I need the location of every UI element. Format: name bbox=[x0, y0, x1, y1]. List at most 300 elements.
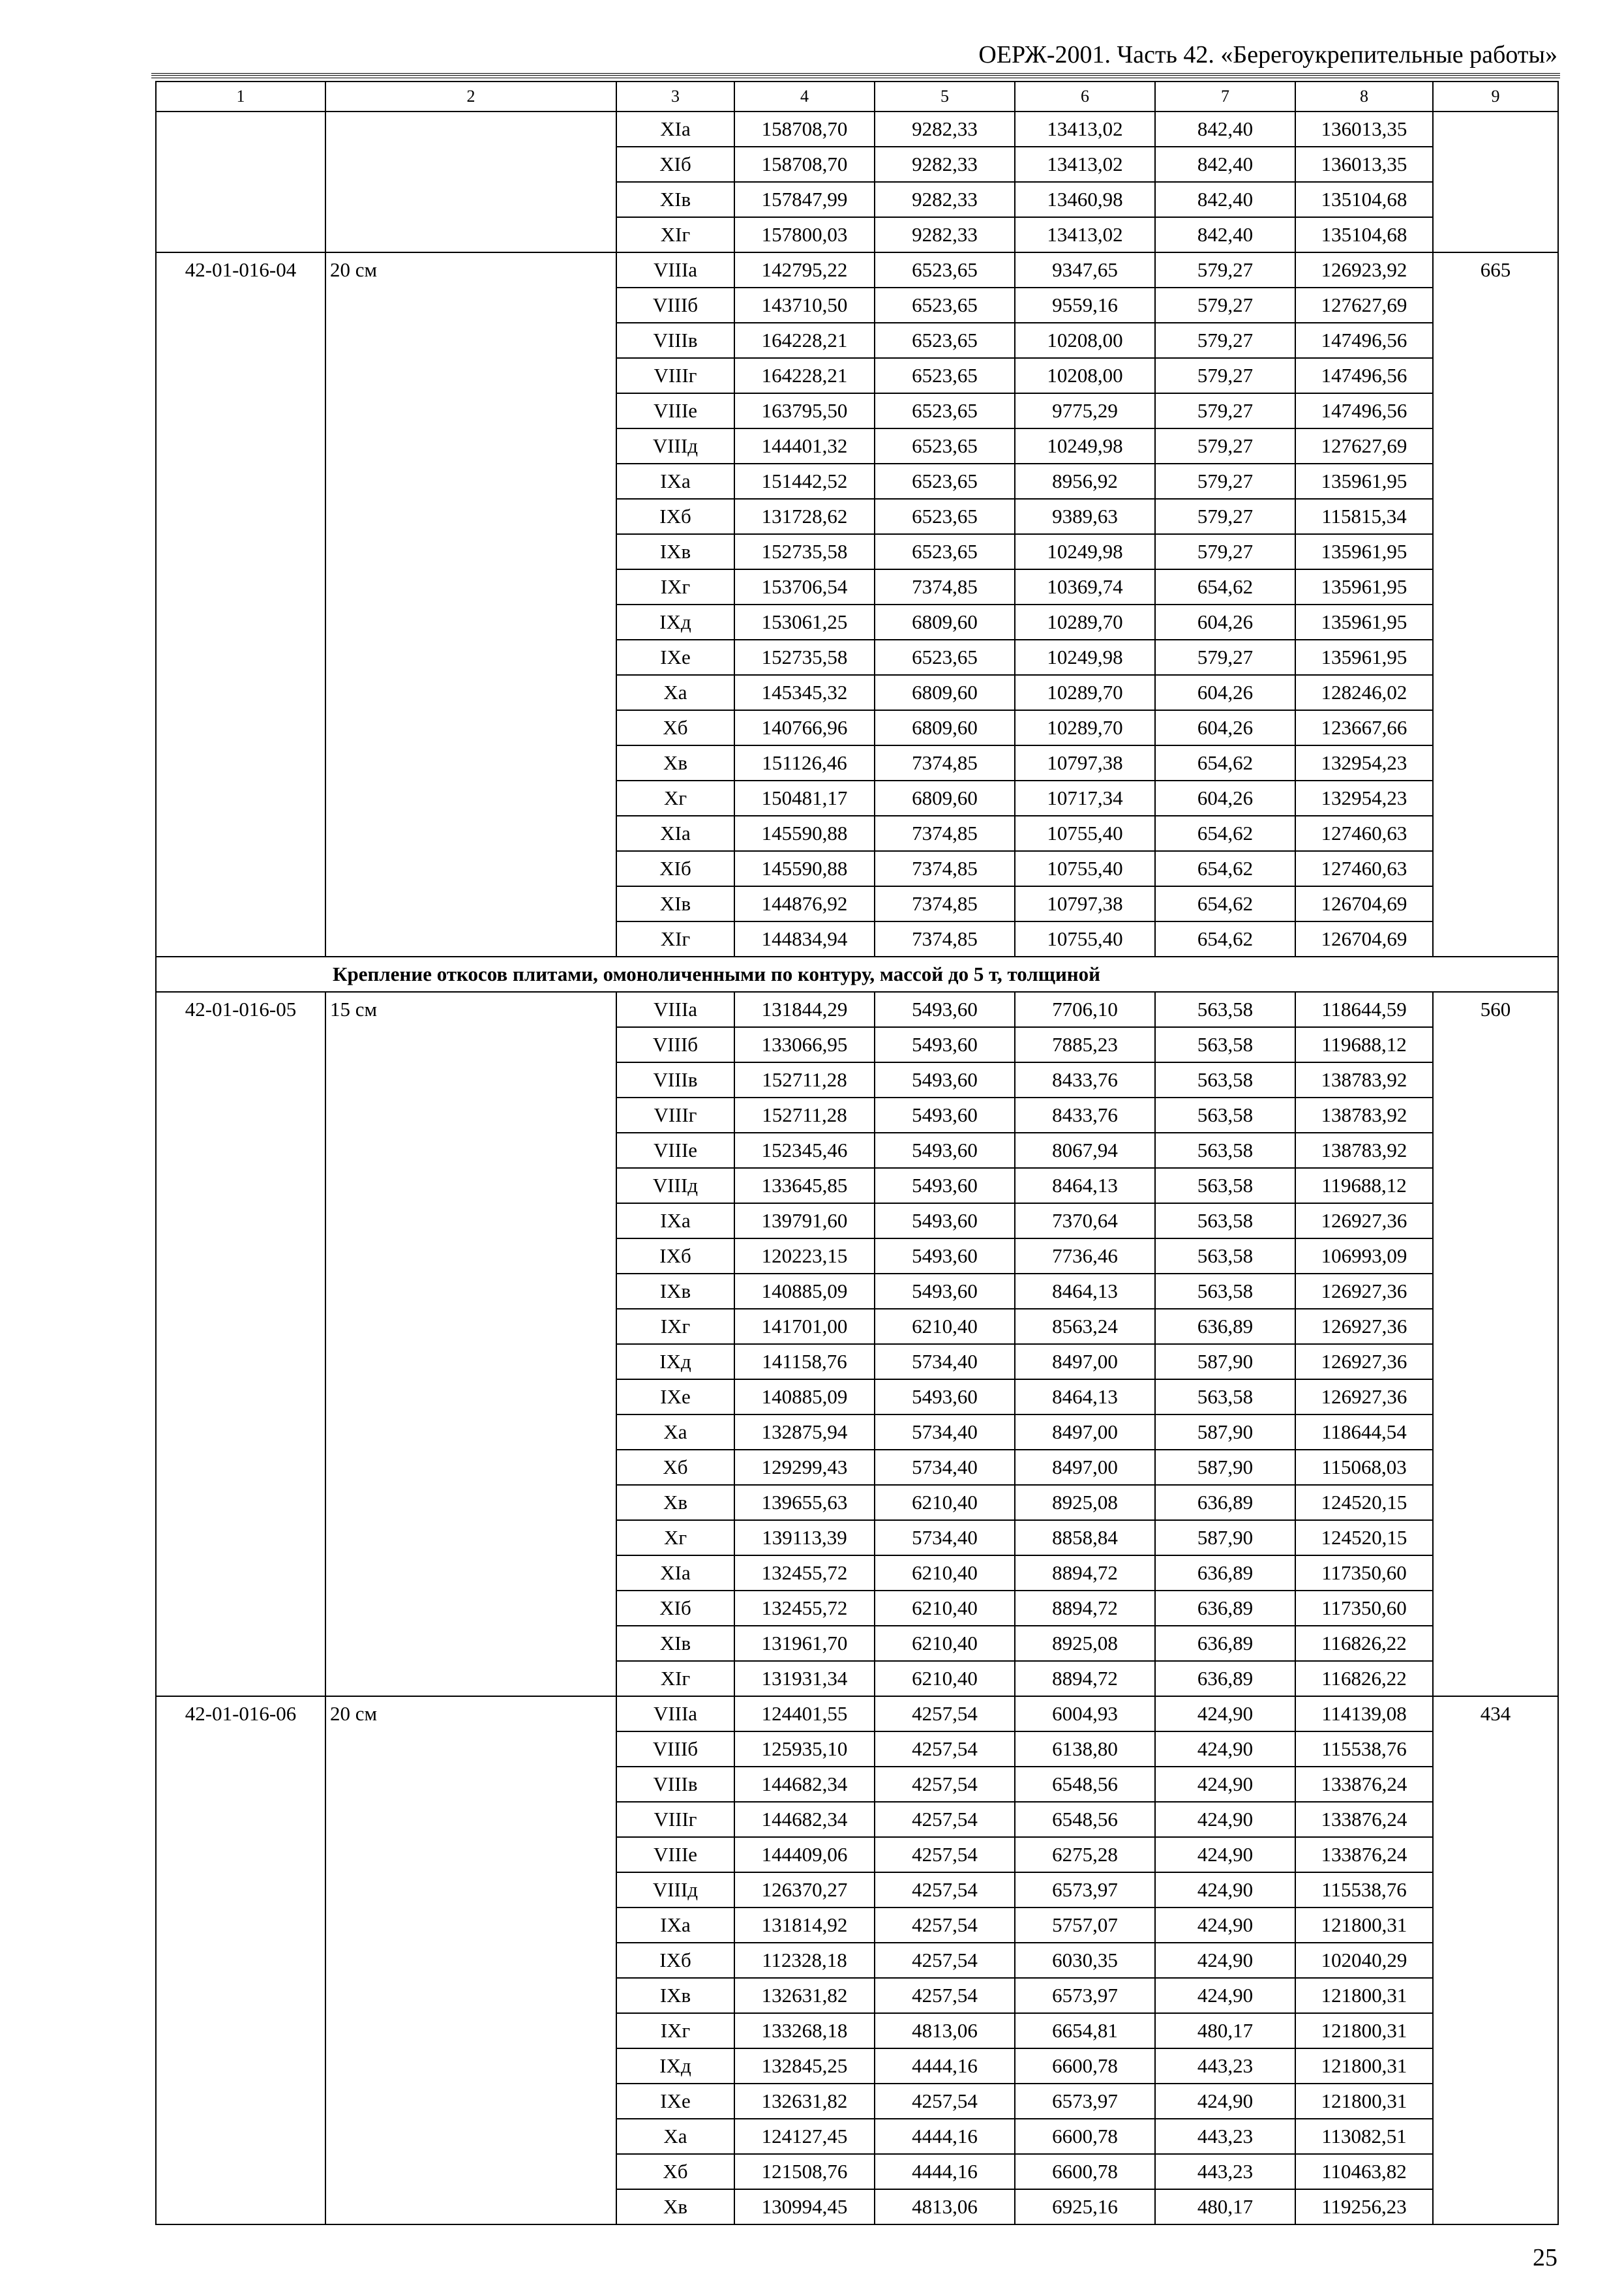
machine-cost: 10369,74 bbox=[1015, 569, 1155, 605]
wages: 4257,54 bbox=[875, 1872, 1015, 1908]
zone-code: IXг bbox=[616, 1309, 734, 1344]
materials-cost: 126927,36 bbox=[1295, 1379, 1433, 1414]
materials-cost: 119688,12 bbox=[1295, 1168, 1433, 1203]
machinist-wages: 842,40 bbox=[1155, 217, 1295, 252]
wages: 5493,60 bbox=[875, 1133, 1015, 1168]
total-cost: 133268,18 bbox=[734, 2013, 875, 2048]
wages: 6809,60 bbox=[875, 605, 1015, 640]
materials-cost: 117350,60 bbox=[1295, 1555, 1433, 1591]
total-cost: 158708,70 bbox=[734, 147, 875, 182]
materials-cost: 138783,92 bbox=[1295, 1098, 1433, 1133]
wages: 5493,60 bbox=[875, 1274, 1015, 1309]
machine-cost: 8894,72 bbox=[1015, 1555, 1155, 1591]
materials-cost: 138783,92 bbox=[1295, 1133, 1433, 1168]
machine-cost: 13460,98 bbox=[1015, 182, 1155, 217]
total-cost: 143710,50 bbox=[734, 288, 875, 323]
total-cost: 141158,76 bbox=[734, 1344, 875, 1379]
total-cost: 141701,00 bbox=[734, 1309, 875, 1344]
total-cost: 153706,54 bbox=[734, 569, 875, 605]
wages: 5493,60 bbox=[875, 1203, 1015, 1238]
total-cost: 152735,58 bbox=[734, 640, 875, 675]
zone-code: IXв bbox=[616, 1274, 734, 1309]
rate-code bbox=[156, 112, 325, 252]
total-cost: 139791,60 bbox=[734, 1203, 875, 1238]
column-number: 7 bbox=[1155, 82, 1295, 112]
labor-cost: 434 bbox=[1433, 1696, 1558, 2224]
machinist-wages: 579,27 bbox=[1155, 393, 1295, 428]
machine-cost: 7706,10 bbox=[1015, 992, 1155, 1027]
machinist-wages: 587,90 bbox=[1155, 1414, 1295, 1450]
machine-cost: 6548,56 bbox=[1015, 1802, 1155, 1837]
total-cost: 152345,46 bbox=[734, 1133, 875, 1168]
machine-cost: 9775,29 bbox=[1015, 393, 1155, 428]
materials-cost: 135961,95 bbox=[1295, 640, 1433, 675]
wages: 9282,33 bbox=[875, 182, 1015, 217]
machinist-wages: 424,90 bbox=[1155, 1978, 1295, 2013]
total-cost: 150481,17 bbox=[734, 781, 875, 816]
machinist-wages: 563,58 bbox=[1155, 1379, 1295, 1414]
wages: 7374,85 bbox=[875, 921, 1015, 957]
machine-cost: 10755,40 bbox=[1015, 851, 1155, 886]
wages: 5493,60 bbox=[875, 1062, 1015, 1098]
wages: 6523,65 bbox=[875, 288, 1015, 323]
wages: 5493,60 bbox=[875, 1027, 1015, 1062]
materials-cost: 126927,36 bbox=[1295, 1344, 1433, 1379]
zone-code: VIIIг bbox=[616, 1802, 734, 1837]
machinist-wages: 579,27 bbox=[1155, 640, 1295, 675]
table-row bbox=[156, 992, 1558, 1027]
machine-cost: 9347,65 bbox=[1015, 252, 1155, 288]
total-cost: 124401,55 bbox=[734, 1696, 875, 1731]
header-rule bbox=[151, 73, 1560, 78]
machine-cost: 13413,02 bbox=[1015, 112, 1155, 147]
machinist-wages: 579,27 bbox=[1155, 534, 1295, 569]
table-row bbox=[156, 1696, 1558, 1731]
total-cost: 157800,03 bbox=[734, 217, 875, 252]
materials-cost: 135961,95 bbox=[1295, 605, 1433, 640]
machine-cost: 6600,78 bbox=[1015, 2119, 1155, 2154]
wages: 6523,65 bbox=[875, 428, 1015, 464]
machinist-wages: 443,23 bbox=[1155, 2048, 1295, 2084]
table-row bbox=[156, 252, 1558, 288]
zone-code: Xа bbox=[616, 675, 734, 710]
materials-cost: 123667,66 bbox=[1295, 710, 1433, 745]
materials-cost: 110463,82 bbox=[1295, 2154, 1433, 2189]
zone-code: XIа bbox=[616, 1555, 734, 1591]
wages: 7374,85 bbox=[875, 851, 1015, 886]
total-cost: 125935,10 bbox=[734, 1731, 875, 1767]
total-cost: 144834,94 bbox=[734, 921, 875, 957]
zone-code: VIIIг bbox=[616, 1098, 734, 1133]
zone-code: VIIIв bbox=[616, 323, 734, 358]
total-cost: 145345,32 bbox=[734, 675, 875, 710]
materials-cost: 121800,31 bbox=[1295, 1908, 1433, 1943]
machine-cost: 6573,97 bbox=[1015, 1978, 1155, 2013]
wages: 6523,65 bbox=[875, 640, 1015, 675]
materials-cost: 132954,23 bbox=[1295, 781, 1433, 816]
zone-code: Xб bbox=[616, 1450, 734, 1485]
zone-code: VIIIв bbox=[616, 1767, 734, 1802]
materials-cost: 147496,56 bbox=[1295, 358, 1433, 393]
rate-description bbox=[325, 112, 616, 252]
machinist-wages: 563,58 bbox=[1155, 1238, 1295, 1274]
machine-cost: 6600,78 bbox=[1015, 2048, 1155, 2084]
total-cost: 126370,27 bbox=[734, 1872, 875, 1908]
zone-code: VIIIб bbox=[616, 288, 734, 323]
machinist-wages: 563,58 bbox=[1155, 1062, 1295, 1098]
materials-cost: 126704,69 bbox=[1295, 921, 1433, 957]
total-cost: 132455,72 bbox=[734, 1555, 875, 1591]
total-cost: 131728,62 bbox=[734, 499, 875, 534]
zone-code: VIIIе bbox=[616, 1133, 734, 1168]
machinist-wages: 563,58 bbox=[1155, 1168, 1295, 1203]
zone-code: VIIIе bbox=[616, 1837, 734, 1872]
price-table bbox=[155, 81, 1559, 2225]
zone-code: IXв bbox=[616, 534, 734, 569]
column-number: 4 bbox=[734, 82, 875, 112]
machine-cost: 10289,70 bbox=[1015, 605, 1155, 640]
machine-cost: 6654,81 bbox=[1015, 2013, 1155, 2048]
rate-code: 42-01-016-05 bbox=[156, 992, 325, 1696]
materials-cost: 135961,95 bbox=[1295, 464, 1433, 499]
zone-code: VIIIг bbox=[616, 358, 734, 393]
zone-code: Xв bbox=[616, 2189, 734, 2224]
total-cost: 157847,99 bbox=[734, 182, 875, 217]
total-cost: 120223,15 bbox=[734, 1238, 875, 1274]
column-number: 6 bbox=[1015, 82, 1155, 112]
zone-code: Xв bbox=[616, 745, 734, 781]
wages: 6809,60 bbox=[875, 675, 1015, 710]
machinist-wages: 424,90 bbox=[1155, 1802, 1295, 1837]
total-cost: 152711,28 bbox=[734, 1062, 875, 1098]
zone-code: IXд bbox=[616, 2048, 734, 2084]
zone-code: IXе bbox=[616, 640, 734, 675]
total-cost: 145590,88 bbox=[734, 816, 875, 851]
machinist-wages: 563,58 bbox=[1155, 1203, 1295, 1238]
zone-code: Xб bbox=[616, 710, 734, 745]
zone-code: VIIIд bbox=[616, 428, 734, 464]
machine-cost: 8858,84 bbox=[1015, 1520, 1155, 1555]
machinist-wages: 480,17 bbox=[1155, 2189, 1295, 2224]
total-cost: 142795,22 bbox=[734, 252, 875, 288]
wages: 5493,60 bbox=[875, 1238, 1015, 1274]
machine-cost: 8497,00 bbox=[1015, 1450, 1155, 1485]
wages: 6523,65 bbox=[875, 534, 1015, 569]
page-number: 25 bbox=[1533, 2244, 1557, 2271]
machinist-wages: 636,89 bbox=[1155, 1485, 1295, 1520]
total-cost: 152711,28 bbox=[734, 1098, 875, 1133]
wages: 7374,85 bbox=[875, 886, 1015, 921]
materials-cost: 133876,24 bbox=[1295, 1802, 1433, 1837]
zone-code: VIIIб bbox=[616, 1731, 734, 1767]
wages: 5734,40 bbox=[875, 1414, 1015, 1450]
total-cost: 164228,21 bbox=[734, 323, 875, 358]
zone-code: Xг bbox=[616, 781, 734, 816]
machinist-wages: 654,62 bbox=[1155, 569, 1295, 605]
total-cost: 133645,85 bbox=[734, 1168, 875, 1203]
zone-code: XIб bbox=[616, 851, 734, 886]
total-cost: 132845,25 bbox=[734, 2048, 875, 2084]
machinist-wages: 563,58 bbox=[1155, 1133, 1295, 1168]
wages: 6210,40 bbox=[875, 1591, 1015, 1626]
zone-code: XIв bbox=[616, 1626, 734, 1661]
total-cost: 124127,45 bbox=[734, 2119, 875, 2154]
machine-cost: 10249,98 bbox=[1015, 640, 1155, 675]
machinist-wages: 842,40 bbox=[1155, 112, 1295, 147]
zone-code: VIIIд bbox=[616, 1168, 734, 1203]
materials-cost: 119688,12 bbox=[1295, 1027, 1433, 1062]
column-number: 5 bbox=[875, 82, 1015, 112]
machinist-wages: 654,62 bbox=[1155, 851, 1295, 886]
wages: 6210,40 bbox=[875, 1626, 1015, 1661]
total-cost: 132631,82 bbox=[734, 1978, 875, 2013]
machinist-wages: 563,58 bbox=[1155, 992, 1295, 1027]
zone-code: XIг bbox=[616, 217, 734, 252]
machine-cost: 8894,72 bbox=[1015, 1661, 1155, 1696]
materials-cost: 119256,23 bbox=[1295, 2189, 1433, 2224]
total-cost: 133066,95 bbox=[734, 1027, 875, 1062]
machine-cost: 8894,72 bbox=[1015, 1591, 1155, 1626]
total-cost: 151126,46 bbox=[734, 745, 875, 781]
machine-cost: 10755,40 bbox=[1015, 921, 1155, 957]
column-number: 3 bbox=[616, 82, 734, 112]
machine-cost: 10289,70 bbox=[1015, 675, 1155, 710]
total-cost: 144682,34 bbox=[734, 1802, 875, 1837]
column-number: 2 bbox=[325, 82, 616, 112]
machine-cost: 6548,56 bbox=[1015, 1767, 1155, 1802]
materials-cost: 124520,15 bbox=[1295, 1520, 1433, 1555]
materials-cost: 121800,31 bbox=[1295, 2084, 1433, 2119]
materials-cost: 115815,34 bbox=[1295, 499, 1433, 534]
materials-cost: 127627,69 bbox=[1295, 288, 1433, 323]
wages: 6523,65 bbox=[875, 464, 1015, 499]
wages: 6523,65 bbox=[875, 323, 1015, 358]
machine-cost: 8925,08 bbox=[1015, 1485, 1155, 1520]
total-cost: 112328,18 bbox=[734, 1943, 875, 1978]
machinist-wages: 587,90 bbox=[1155, 1450, 1295, 1485]
zone-code: VIIIд bbox=[616, 1872, 734, 1908]
machinist-wages: 654,62 bbox=[1155, 745, 1295, 781]
materials-cost: 147496,56 bbox=[1295, 393, 1433, 428]
machine-cost: 10208,00 bbox=[1015, 358, 1155, 393]
machine-cost: 7885,23 bbox=[1015, 1027, 1155, 1062]
section-row bbox=[156, 957, 1558, 992]
materials-cost: 102040,29 bbox=[1295, 1943, 1433, 1978]
materials-cost: 116826,22 bbox=[1295, 1661, 1433, 1696]
wages: 5734,40 bbox=[875, 1520, 1015, 1555]
materials-cost: 147496,56 bbox=[1295, 323, 1433, 358]
materials-cost: 116826,22 bbox=[1295, 1626, 1433, 1661]
wages: 4444,16 bbox=[875, 2154, 1015, 2189]
zone-code: IXа bbox=[616, 1203, 734, 1238]
zone-code: IXд bbox=[616, 605, 734, 640]
materials-cost: 121800,31 bbox=[1295, 2048, 1433, 2084]
materials-cost: 127627,69 bbox=[1295, 428, 1433, 464]
machinist-wages: 604,26 bbox=[1155, 675, 1295, 710]
machinist-wages: 604,26 bbox=[1155, 710, 1295, 745]
zone-code: XIб bbox=[616, 1591, 734, 1626]
materials-cost: 135104,68 bbox=[1295, 182, 1433, 217]
total-cost: 129299,43 bbox=[734, 1450, 875, 1485]
zone-code: IXб bbox=[616, 1238, 734, 1274]
section-title: Крепление откосов плитами, омоноличенными по контуру, массой до 5 т, толщиной bbox=[156, 957, 1558, 992]
zone-code: VIIIа bbox=[616, 1696, 734, 1731]
wages: 6210,40 bbox=[875, 1555, 1015, 1591]
machine-cost: 6573,97 bbox=[1015, 1872, 1155, 1908]
total-cost: 131961,70 bbox=[734, 1626, 875, 1661]
machine-cost: 9389,63 bbox=[1015, 499, 1155, 534]
rate-description: 20 см bbox=[325, 252, 616, 957]
zone-code: IXг bbox=[616, 569, 734, 605]
zone-code: Xа bbox=[616, 2119, 734, 2154]
wages: 4257,54 bbox=[875, 1978, 1015, 2013]
total-cost: 163795,50 bbox=[734, 393, 875, 428]
machine-cost: 8497,00 bbox=[1015, 1344, 1155, 1379]
machinist-wages: 842,40 bbox=[1155, 182, 1295, 217]
materials-cost: 127460,63 bbox=[1295, 816, 1433, 851]
machine-cost: 8956,92 bbox=[1015, 464, 1155, 499]
machinist-wages: 424,90 bbox=[1155, 1943, 1295, 1978]
machinist-wages: 579,27 bbox=[1155, 323, 1295, 358]
zone-code: XIг bbox=[616, 1661, 734, 1696]
table-row bbox=[156, 112, 1558, 147]
materials-cost: 106993,09 bbox=[1295, 1238, 1433, 1274]
materials-cost: 114139,08 bbox=[1295, 1696, 1433, 1731]
wages: 4813,06 bbox=[875, 2189, 1015, 2224]
wages: 6809,60 bbox=[875, 710, 1015, 745]
machine-cost: 8067,94 bbox=[1015, 1133, 1155, 1168]
machine-cost: 8563,24 bbox=[1015, 1309, 1155, 1344]
wages: 4257,54 bbox=[875, 1837, 1015, 1872]
machine-cost: 10208,00 bbox=[1015, 323, 1155, 358]
machine-cost: 9559,16 bbox=[1015, 288, 1155, 323]
rate-code: 42-01-016-04 bbox=[156, 252, 325, 957]
zone-code: XIб bbox=[616, 147, 734, 182]
materials-cost: 115538,76 bbox=[1295, 1872, 1433, 1908]
materials-cost: 136013,35 bbox=[1295, 112, 1433, 147]
machine-cost: 6573,97 bbox=[1015, 2084, 1155, 2119]
machinist-wages: 563,58 bbox=[1155, 1274, 1295, 1309]
total-cost: 144876,92 bbox=[734, 886, 875, 921]
wages: 7374,85 bbox=[875, 569, 1015, 605]
materials-cost: 126704,69 bbox=[1295, 886, 1433, 921]
total-cost: 151442,52 bbox=[734, 464, 875, 499]
total-cost: 164228,21 bbox=[734, 358, 875, 393]
wages: 6210,40 bbox=[875, 1661, 1015, 1696]
machinist-wages: 424,90 bbox=[1155, 1837, 1295, 1872]
rate-code: 42-01-016-06 bbox=[156, 1696, 325, 2224]
machine-cost: 8464,13 bbox=[1015, 1379, 1155, 1414]
wages: 6523,65 bbox=[875, 499, 1015, 534]
materials-cost: 135104,68 bbox=[1295, 217, 1433, 252]
machinist-wages: 842,40 bbox=[1155, 147, 1295, 182]
zone-code: VIIIа bbox=[616, 252, 734, 288]
wages: 6523,65 bbox=[875, 393, 1015, 428]
labor-cost: 665 bbox=[1433, 252, 1558, 957]
machinist-wages: 587,90 bbox=[1155, 1520, 1295, 1555]
total-cost: 131844,29 bbox=[734, 992, 875, 1027]
wages: 5734,40 bbox=[875, 1344, 1015, 1379]
wages: 4257,54 bbox=[875, 1696, 1015, 1731]
machine-cost: 10249,98 bbox=[1015, 428, 1155, 464]
wages: 9282,33 bbox=[875, 147, 1015, 182]
total-cost: 130994,45 bbox=[734, 2189, 875, 2224]
column-number: 9 bbox=[1433, 82, 1558, 112]
rate-description: 20 см bbox=[325, 1696, 616, 2224]
wages: 4257,54 bbox=[875, 1802, 1015, 1837]
machinist-wages: 587,90 bbox=[1155, 1344, 1295, 1379]
machinist-wages: 579,27 bbox=[1155, 252, 1295, 288]
machine-cost: 6030,35 bbox=[1015, 1943, 1155, 1978]
total-cost: 132631,82 bbox=[734, 2084, 875, 2119]
wages: 6210,40 bbox=[875, 1309, 1015, 1344]
wages: 4444,16 bbox=[875, 2048, 1015, 2084]
machinist-wages: 604,26 bbox=[1155, 605, 1295, 640]
wages: 4813,06 bbox=[875, 2013, 1015, 2048]
machine-cost: 13413,02 bbox=[1015, 147, 1155, 182]
wages: 4257,54 bbox=[875, 2084, 1015, 2119]
machine-cost: 6925,16 bbox=[1015, 2189, 1155, 2224]
total-cost: 132455,72 bbox=[734, 1591, 875, 1626]
materials-cost: 128246,02 bbox=[1295, 675, 1433, 710]
machinist-wages: 604,26 bbox=[1155, 781, 1295, 816]
wages: 4257,54 bbox=[875, 1908, 1015, 1943]
machine-cost: 8464,13 bbox=[1015, 1168, 1155, 1203]
materials-cost: 138783,92 bbox=[1295, 1062, 1433, 1098]
materials-cost: 115538,76 bbox=[1295, 1731, 1433, 1767]
zone-code: IXд bbox=[616, 1344, 734, 1379]
materials-cost: 133876,24 bbox=[1295, 1767, 1433, 1802]
materials-cost: 126923,92 bbox=[1295, 252, 1433, 288]
wages: 5734,40 bbox=[875, 1450, 1015, 1485]
zone-code: XIг bbox=[616, 921, 734, 957]
machinist-wages: 443,23 bbox=[1155, 2119, 1295, 2154]
total-cost: 144409,06 bbox=[734, 1837, 875, 1872]
zone-code: VIIIв bbox=[616, 1062, 734, 1098]
wages: 5493,60 bbox=[875, 1098, 1015, 1133]
machinist-wages: 636,89 bbox=[1155, 1661, 1295, 1696]
total-cost: 132875,94 bbox=[734, 1414, 875, 1450]
materials-cost: 115068,03 bbox=[1295, 1450, 1433, 1485]
machinist-wages: 636,89 bbox=[1155, 1591, 1295, 1626]
machinist-wages: 636,89 bbox=[1155, 1626, 1295, 1661]
materials-cost: 135961,95 bbox=[1295, 569, 1433, 605]
machine-cost: 7736,46 bbox=[1015, 1238, 1155, 1274]
materials-cost: 121800,31 bbox=[1295, 1978, 1433, 2013]
machinist-wages: 654,62 bbox=[1155, 816, 1295, 851]
zone-code: IXб bbox=[616, 499, 734, 534]
machinist-wages: 654,62 bbox=[1155, 921, 1295, 957]
machinist-wages: 579,27 bbox=[1155, 288, 1295, 323]
wages: 4257,54 bbox=[875, 1767, 1015, 1802]
materials-cost: 126927,36 bbox=[1295, 1274, 1433, 1309]
labor-cost bbox=[1433, 112, 1558, 252]
machinist-wages: 579,27 bbox=[1155, 464, 1295, 499]
total-cost: 121508,76 bbox=[734, 2154, 875, 2189]
zone-code: IXг bbox=[616, 2013, 734, 2048]
wages: 5493,60 bbox=[875, 992, 1015, 1027]
column-number-row bbox=[156, 82, 1558, 112]
machine-cost: 8925,08 bbox=[1015, 1626, 1155, 1661]
zone-code: XIа bbox=[616, 816, 734, 851]
wages: 5493,60 bbox=[875, 1168, 1015, 1203]
machine-cost: 5757,07 bbox=[1015, 1908, 1155, 1943]
machine-cost: 6275,28 bbox=[1015, 1837, 1155, 1872]
zone-code: IXе bbox=[616, 2084, 734, 2119]
machinist-wages: 579,27 bbox=[1155, 499, 1295, 534]
labor-cost: 560 bbox=[1433, 992, 1558, 1696]
column-number: 8 bbox=[1295, 82, 1433, 112]
